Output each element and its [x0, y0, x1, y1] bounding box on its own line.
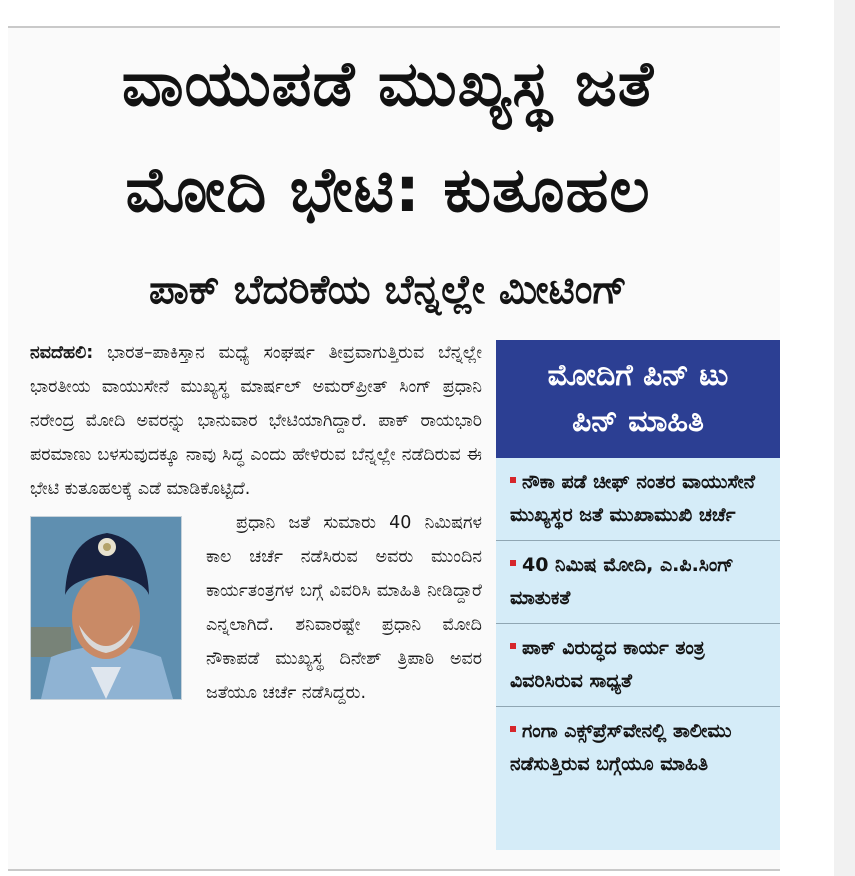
sidebar-item	[496, 541, 780, 624]
bullet-square-icon	[510, 726, 516, 732]
article-lead-text: ಭಾರತ–ಪಾಕಿಸ್ತಾನ ಮಧ್ಯೆ ಸಂಘರ್ಷ ತೀವ್ರವಾಗುತ್ತಿರುವ ಬೆನ್ನಲ್ಲೇ ಭಾರತೀಯ ವಾಯುಸೇನೆ ಮುಖ್ಯಸ್ಥ ಮಾರ್ಷಲ್ ಅಮರ್‌ಪ್ರೀತ್ ಸಿಂಗ್ ಪ್ರಧಾನಿ ನರೇಂದ್ರ ಮೋದಿ ಅವರನ್ನು ಭಾನುವಾರ ಭೇಟಿಯಾಗಿದ್ದಾರೆ. ಪಾಕ್ ರಾಯಭಾರಿ ಪರಮಾಣು ಬಳಸುವುದಕ್ಕೂ ನಾವು ಸಿದ್ಧ ಎಂದು ಹೇಳಿರುವ ಬೆನ್ನಲ್ಲೇ ನಡೆದಿರುವ ಈ ಭೇಟಿ ಕುತೂಹಲಕ್ಕೆ ಎಡೆ ಮಾಡಿಕೊಟ್ಟಿದೆ.	[30, 343, 482, 499]
air-chief-photo	[30, 516, 182, 700]
sidebar-title-line-1: ಮೋದಿಗೆ ಪಿನ್ ಟು	[547, 358, 729, 393]
article-paragraph-2: ಪ್ರಧಾನಿ ಜತೆ ಸುಮಾರು 40 ನಿಮಿಷಗಳ ಕಾಲ ಚರ್ಚೆ ನಡೆಸಿರುವ ಅವರು ಮುಂದಿನ ಕಾರ್ಯತಂತ್ರಗಳ ಬಗ್ಗೆ ವಿವರಿಸಿ ಮಾಹಿತಿ ನೀಡಿದ್ದಾರೆ ಎನ್ನಲಾಗಿದೆ. ಶನಿವಾರಷ್ಟೇ ಪ್ರಧಾನಿ ಮೋದಿ ನೌಕಾಪಡೆ ಮುಖ್ಯಸ್ಥ ದಿನೇಶ್ ತ್ರಿಪಾಠಿ ಅವರ ಜತೆಯೂ ಚರ್ಚೆ ನಡೆಸಿದ್ದರು.	[206, 513, 482, 703]
portrait-image	[31, 517, 181, 699]
sidebar-item-text: ಗಂಗಾ ಎಕ್ಸ್‌ಪ್ರೆಸ್‌ವೇನಲ್ಲಿ ತಾಲೀಮು ನಡೆಸುತ್ತಿರುವ ಬಗ್ಗೆಯೂ ಮಾಹಿತಿ	[510, 720, 732, 775]
article-paragraph-1	[30, 336, 482, 506]
sidebar-title	[496, 340, 780, 458]
subheadline: ಪಾಕ್ ಬೆದರಿಕೆಯ ಬೆನ್ನಲ್ಲೇ ಮೀಟಿಂಗ್	[148, 267, 628, 313]
sidebar-item-text: 40 ನಿಮಿಷ ಮೋದಿ, ಎ.ಪಿ.ಸಿಂಗ್ ಮಾತುಕತೆ	[510, 554, 734, 609]
sidebar-title-line-2: ಪಿನ್ ಮಾಹಿತಿ	[572, 404, 704, 439]
dateline: ನವದೆಹಲಿ:	[30, 343, 94, 363]
bullet-square-icon	[510, 477, 516, 483]
info-sidebar	[496, 340, 780, 850]
page-edge	[834, 0, 855, 876]
sidebar-item	[496, 624, 780, 707]
sidebar-item-text: ನೌಕಾ ಪಡೆ ಚೀಫ್ ನಂತರ ವಾಯುಸೇನೆ ಮುಖ್ಯಸ್ಥರ ಜತೆ ಮುಖಾಮುಖಿ ಚರ್ಚೆ	[510, 471, 756, 526]
sidebar-item	[496, 458, 780, 541]
bullet-square-icon	[510, 560, 516, 566]
headline-line-2: ಮೋದಿ ಭೇಟಿ: ಕುತೂಹಲ	[125, 153, 651, 226]
headline-line-1: ವಾಯುಪಡೆ ಮುಖ್ಯಸ್ಥ ಜತೆ	[121, 47, 655, 120]
sidebar-item	[496, 707, 780, 789]
article-body	[30, 336, 482, 710]
sidebar-item-text: ಪಾಕ್ ವಿರುದ್ಧದ ಕಾರ್ಯ ತಂತ್ರ ವಿವರಿಸಿರುವ ಸಾಧ್ಯತೆ	[510, 637, 705, 692]
bullet-square-icon	[510, 643, 516, 649]
